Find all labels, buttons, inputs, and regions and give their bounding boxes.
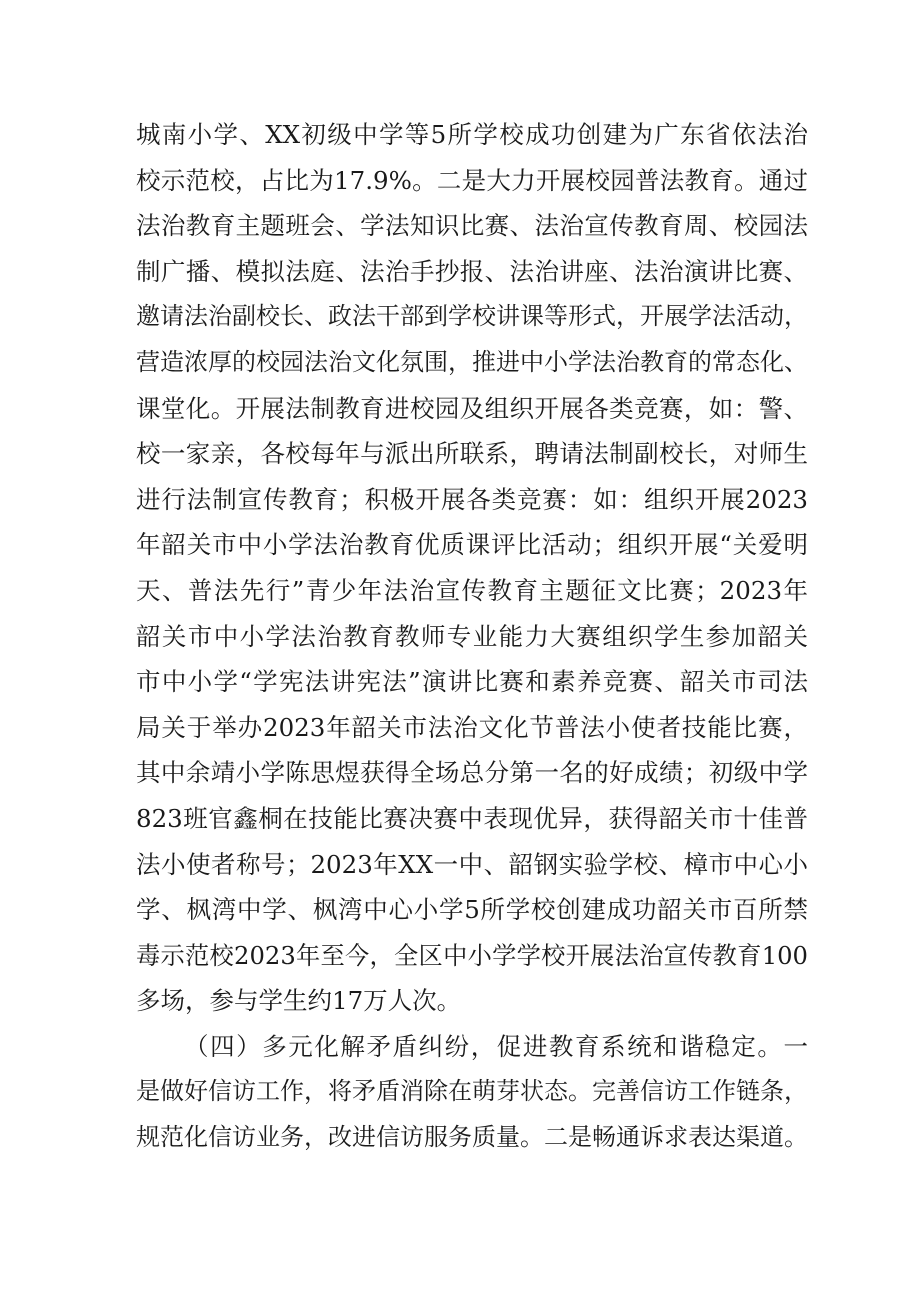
text-line: 进行法制宣传教育；积极开展各类竞赛：如：组织开展2023 <box>136 484 808 514</box>
text-line: 是做好信访工作，将矛盾消除在萌芽状态。完善信访工作链条， <box>136 1077 808 1106</box>
text-line: 营造浓厚的校园法治文化氛围，推进中小学法治教育的常态化、 <box>136 347 808 376</box>
text-line: 多场，参与学生约17万人次。 <box>136 986 462 1016</box>
section-heading-line: （四）多元化解矛盾纠纷，促进教育系统和谐稳定。一 <box>184 1031 808 1061</box>
text-line: 局关于举办2023年韶关市法治文化节普法小使者技能比赛， <box>136 712 808 742</box>
text-line: 校示范校，占比为17.9%。二是大力开展校园普法教育。通过 <box>136 165 808 195</box>
text-line: 校一家亲，各校每年与派出所联系，聘请法制副校长，对师生 <box>136 439 808 469</box>
text-line: 城南小学、XX初级中学等5所学校成功创建为广东省依法治 <box>136 120 808 149</box>
text-line: 邀请法治副校长、政法干部到学校讲课等形式，开展学法活动， <box>136 302 808 331</box>
text-line: 法治教育主题班会、学法知识比赛、法治宣传教育周、校园法 <box>136 211 808 241</box>
text-line: 市中小学“学宪法讲宪法”演讲比赛和素养竞赛、韶关市司法 <box>136 667 808 697</box>
text-line: 823班官鑫桐在技能比赛决赛中表现优异，获得韶关市十佳普 <box>136 803 808 833</box>
text-line: 年韶关市中小学法治教育优质课评比活动；组织开展“关爱明 <box>136 530 808 560</box>
body-text <box>136 112 808 1161</box>
text-line: 制广播、模拟法庭、法治手抄报、法治讲座、法治演讲比赛、 <box>136 256 808 286</box>
text-line: 天、普法先行”青少年法治宣传教育主题征文比赛；2023年 <box>136 575 808 605</box>
text-line: 毒示范校2023年至今，全区中小学学校开展法治宣传教育100 <box>136 940 808 970</box>
text-line: 法小使者称号；2023年XX一中、韶钢实验学校、樟市中心小 <box>136 849 808 879</box>
text-line: 规范化信访业务，改进信访服务质量。二是畅通诉求表达渠道。 <box>136 1123 808 1152</box>
text-line: 学、枫湾中学、枫湾中心小学5所学校创建成功韶关市百所禁 <box>136 895 808 925</box>
text-line: 其中余靖小学陈思煜获得全场总分第一名的好成绩；初级中学 <box>136 758 808 788</box>
text-line: 课堂化。开展法制教育进校园及组织开展各类竞赛，如：警、 <box>136 393 808 423</box>
text-line: 韶关市中小学法治教育教师专业能力大赛组织学生参加韶关 <box>136 621 808 651</box>
